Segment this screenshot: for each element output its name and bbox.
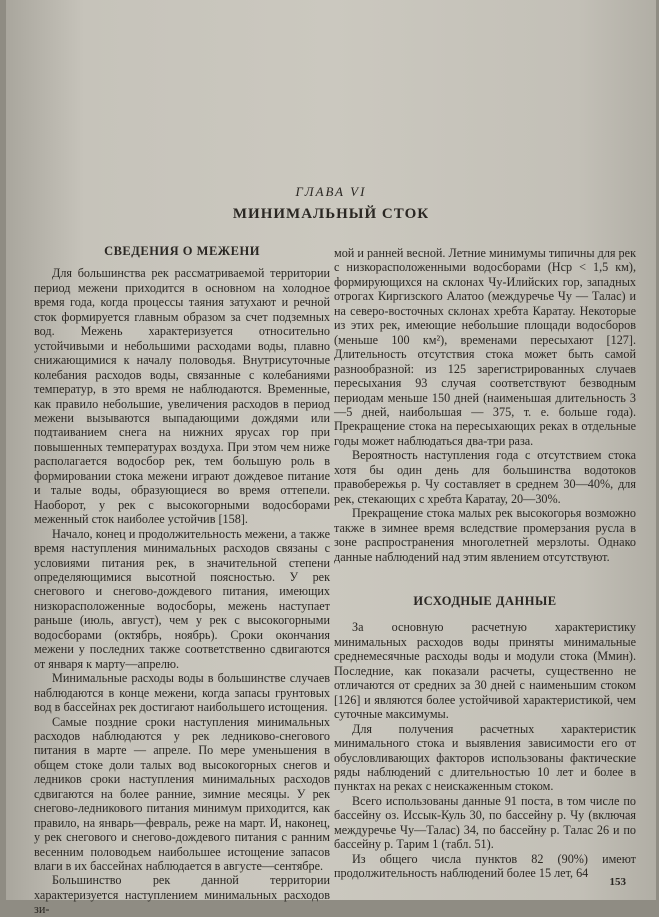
paragraph: Вероятность наступления года с отсутствием стока хотя бы один день для большинства водотоков правобережья р. Чу составляет в среднем 30—40%, для рек, стекающих с хребта Каратау, 20—30%.	[334, 448, 636, 506]
paragraph: Большинство рек данной территории характеризуется наступлением минимальных расходов зи-	[34, 873, 330, 917]
paragraph-continued: мой и ранней весной. Летние минимумы типичны для рек с низкорасположенными водосборами (Hср < 1,5 км), формирующихся на склонах Чу-Илийских гор, западных отрогах Киргизского Алатоо (междуречье Чу — Талас) и на северо-восточных склонах хребта Каратау. Некоторые из этих рек, имеющие небольшие площади водосборов (меньше 100 км²), временами пересыхают [127]. Длительность отсутствия стока может быть самой разнообразной: из 125 зарегистрированных случаев пересыхания 93 случая соответствуют безводным периодам меньше 150 дней (наименьшая длительность 3—5 дней, наибольшая — 375, т. е. больше года). Прекращение стока на пересыхающих реках в отдельные годы может наблюдаться два-три раза.	[334, 246, 636, 448]
paragraph: Минимальные расходы воды в большинстве случаев наблюдаются в конце межени, когда запасы грунтовых вод в бассейнах рек достигают наибольшего истощения.	[34, 671, 330, 715]
right-column	[334, 246, 636, 881]
book-page	[6, 0, 656, 917]
page-number: 153	[609, 876, 626, 888]
paragraph: Прекращение стока малых рек высокогорья возможно также в зимнее время вследствие промерзания русла в зоне распространения многолетней мерзлоты. Однако данные наблюдений над этим явлением отсутствуют.	[334, 506, 636, 564]
paragraph: Всего использованы данные 91 поста, в том числе по бассейну оз. Иссык-Куль 30, по бассейну р. Чу (включая междуречье Чу—Талас) 34, по бассейну р. Талас 26 и по бассейну р. Тарим 1 (табл. 51).	[334, 793, 636, 852]
chapter-title: МИНИМАЛЬНЫЙ СТОК	[232, 206, 430, 222]
paragraph: Для большинства рек рассматриваемой территории период межени приходится в основном на холодное время года, когда процессы таяния затухают и речной сток формируется главным образом за счет подземных вод. Межень характеризуется относительно устойчивыми и небольшими расходами воды, плавно снижающимися к началу половодья. Внутрисуточные колебания расходов воды, связанные с колебаниями температур, в это время не наблюдаются. Временные, как правило небольшие, увеличения расходов в период межени вызываются выпадающими дождями или подтаиванием снега на нижних ярусах гор при повышенных температурах воздуха. При этом чем ниже располагается водосбор рек, тем большую роль в формировании стока межени играют дождевое питание и талые воды, образующиеся во время оттепели. Наоборот, у рек с высокогорными водосборами меженный сток наиболее устойчив [158].	[34, 266, 330, 527]
section-heading-source-data: ИСХОДНЫЕ ДАННЫЕ	[413, 593, 557, 608]
paragraph: Из общего числа пунктов 82 (90%) имеют продолжительность наблюдений более 15 лет, 64	[334, 851, 636, 881]
chapter-label: ГЛАВА VI	[295, 184, 367, 199]
section-heading-mezhen: СВЕДЕНИЯ О МЕЖЕНИ	[104, 244, 260, 258]
paragraph: Самые поздние сроки наступления минимальных расходов наблюдаются у рек ледниково-снегового питания в марте — апреле. По мере уменьшения в общем стоке доли талых вод высокогорных снегов и ледников сроки наступления минимальных расходов сдвигаются на более ранние, зимние месяцы. У рек снегово-ледникового питания минимум приходится, как правило, на январь—февраль, реже на март. И, наконец, у рек снегового и снегово-дождевого питания с ранним весенним половодьем наибольшее истощение запасов влаги в их бассейнах наблюдается в августе—сентябре.	[34, 714, 330, 874]
paragraph: Для получения расчетных характеристик минимального стока и выявления зависимости его от обусловливающих факторов использованы фактические ряды наблюдений с длительностью 10 лет и более в пунктах на реках с неискаженным стоком.	[334, 721, 636, 794]
left-column	[34, 244, 330, 917]
paragraph: Начало, конец и продолжительность межени, а также время наступления минимальных расходов связаны с условиями питания рек, в значительной степени определяющимися высотной поясностью. У рек снегового и снегово-дождевого питания, имеющих низкорасположенные водосборы, межень наступает раньше (июль, август), чем у рек с высокогорными водосборами (октябрь, ноябрь). Сроки окончания межени у последних также соответственно сдвигаются от января к марту—апрелю.	[34, 526, 330, 671]
paragraph: За основную расчетную характеристику минимальных расходов воды приняты минимальные среднемесячные расходы воды и модули стока (Mмин). Последние, как показали расчеты, существенно не отличаются от средних за 30 дней с наименьшим стоком [126] и являются более устойчивой характеристикой, чем суточные максимумы.	[334, 620, 636, 722]
